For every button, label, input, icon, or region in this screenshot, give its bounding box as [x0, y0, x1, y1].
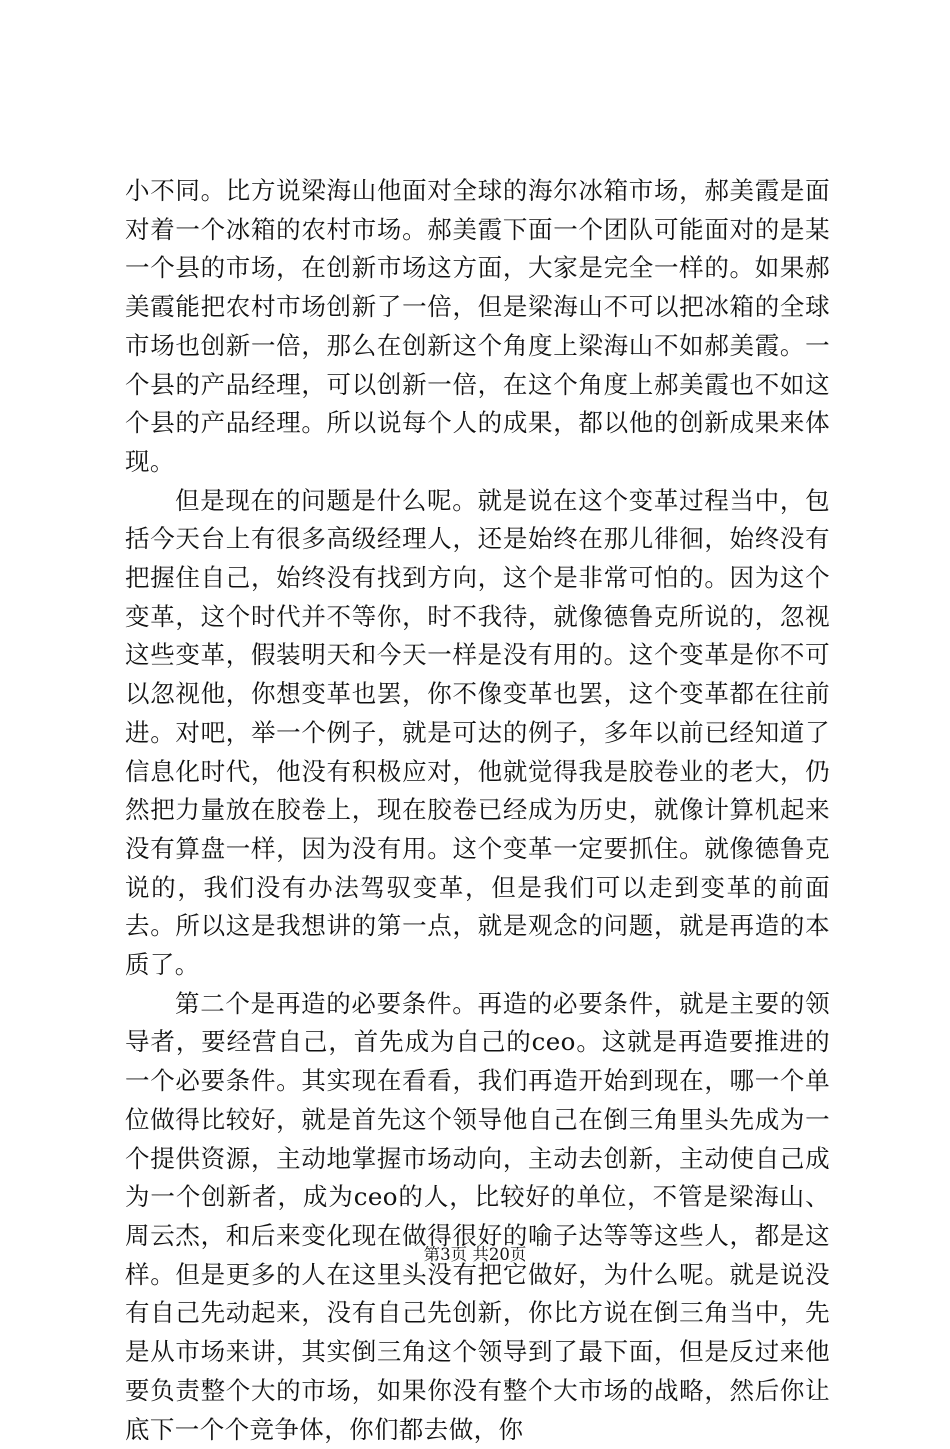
- page-footer: 第3页 共20页: [423, 1245, 527, 1264]
- paragraph-3: 第二个是再造的必要条件。再造的必要条件，就是主要的领导者，要经营自己，首先成为自己的ceo。这就是再造要推进的一个必要条件。其实现在看看，我们再造开始到现在，哪一个单位做得比较好，就是首先这个领导他自己在倒三角里头先成为一个提供资源，主动地掌握市场动向，主动去创新，主动使自己成为一个创新者，成为ceo的人，比较好的单位，不管是梁海山、周云杰，和后来变化现在做得很好的喻子达等等这些人，都是这样。但是更多的人在这里头没有把它做好，为什么呢。就是说没有自己先动起来，没有自己先创新，你比方说在倒三角当中，先是从市场来讲，其实倒三角这个领导到了最下面，但是反过来他要负责整个大的市场，如果你没有整个大市场的战略，然后你让底下一个个竞争体，你们都去做，你: [125, 988, 830, 1444]
- paragraph-2: 但是现在的问题是什么呢。就是说在这个变革过程当中，包括今天台上有很多高级经理人，还是始终在那儿徘徊，始终没有把握住自己，始终没有找到方向，这个是非常可怕的。因为这个变革，这个时代并不等你，时不我待，就像德鲁克所说的，忽视这些变革，假装明天和今天一样是没有用的。这个变革是你不可以忽视他，你想变革也罢，你不像变革也罢，这个变革都在往前进。对吧，举一个例子，就是可达的例子，多年以前已经知道了信息化时代，他没有积极应对，他就觉得我是胶卷业的老大，仍然把力量放在胶卷上，现在胶卷已经成为历史，就像计算机起来没有算盘一样，因为没有用。这个变革一定要抓住。就像德鲁克说的，我们没有办法驾驭变革，但是我们可以走到变革的前面去。所以这是我想讲的第一点，就是观念的问题，就是再造的本质了。: [125, 485, 830, 980]
- paragraph-1: 小不同。比方说梁海山他面对全球的海尔冰箱市场，郝美霞是面对着一个冰箱的农村市场。郝美霞下面一个团队可能面对的是某一个县的市场，在创新市场这方面，大家是完全一样的。如果郝美霞能把农村市场创新了一倍，但是梁海山不可以把冰箱的全球市场也创新一倍，那么在创新这个角度上梁海山不如郝美霞。一个县的产品经理，可以创新一倍，在这个角度上郝美霞也不如这个县的产品经理。所以说每个人的成果，都以他的创新成果来体现。: [125, 176, 830, 476]
